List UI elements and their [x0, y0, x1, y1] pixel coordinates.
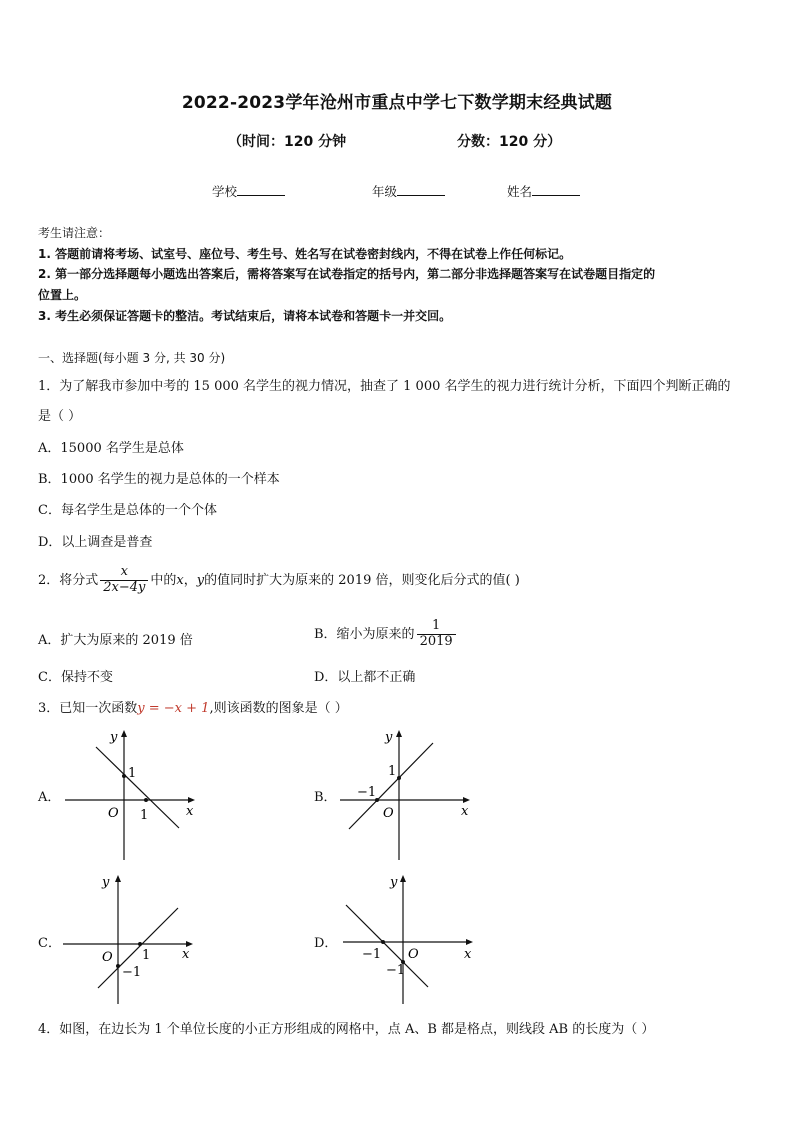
grade-blank [397, 183, 445, 196]
graph-b-x-label: x [461, 804, 469, 819]
q1-option-d: D．以上调查是普查 [38, 535, 153, 550]
graph-a-y-intercept: 1 [128, 766, 137, 781]
q2-option-a: A．扩大为原来的 2019 倍 [38, 633, 193, 648]
q2-var-x: x [176, 572, 184, 588]
q4-stem: 4．如图，在边长为 1 个单位长度的小正方形组成的网格中，点 A、B 都是格点，则线段 AB 的长度为（ ） [38, 1022, 655, 1037]
notice-item-1: 1. 答题前请将考场、试室号、座位号、考生号、姓名写在试卷密封线内，不得在试卷上作任何标记。 [38, 247, 572, 261]
exam-time: （时间：120 分钟 [228, 134, 347, 150]
school-label: 学校 [212, 184, 238, 199]
q3-function: y = −x + 1 [137, 701, 210, 716]
q3-option-b-label: B． [314, 790, 337, 805]
notice-item-3: 3. 考生必须保证答题卡的整洁。考试结束后，请将本试卷和答题卡一并交回。 [38, 309, 452, 323]
q3-graph-d [338, 870, 478, 1010]
q1-option-a: A．15000 名学生是总体 [38, 441, 184, 456]
q2-frac-num: x [100, 565, 148, 581]
q3-graph-b [335, 725, 475, 865]
q2-stem [38, 565, 520, 596]
name-field [507, 182, 580, 200]
name-label: 姓名 [507, 184, 533, 199]
section-heading: 一、选择题(每小题 3 分, 共 30 分) [38, 351, 226, 365]
grade-field [372, 182, 445, 200]
graph-c-origin: O [102, 950, 113, 965]
q2-option-d: D．以上都不正确 [314, 670, 416, 685]
school-blank [237, 183, 285, 196]
q2-comma: ， [183, 572, 197, 588]
q2-option-c: C．保持不变 [38, 670, 113, 685]
q3-option-a-label: A． [38, 790, 61, 805]
q3-stem [38, 697, 348, 716]
q2-stem-mid: 中的 [150, 572, 177, 588]
q1-option-b: B．1000 名学生的视力是总体的一个样本 [38, 472, 280, 487]
q3-graph-c [60, 870, 200, 1010]
graph-a-origin: O [108, 806, 119, 821]
q2-stem-pre: 2．将分式 [38, 572, 99, 588]
graph-a-y-label: y [110, 730, 118, 745]
graph-d-x-label: x [464, 947, 472, 962]
graph-c-y-intercept: −1 [122, 965, 142, 980]
notice-item-2-cont: 位置上。 [38, 288, 87, 302]
graph-d-origin: O [408, 947, 419, 962]
page-title: 2022-2023学年沧州市重点中学七下数学期末经典试题 [181, 93, 613, 113]
graph-c-x-label: x [182, 947, 190, 962]
q3-option-d-label: D． [314, 936, 338, 951]
graph-b-y-label: y [385, 730, 393, 745]
graph-d-y-label: y [390, 875, 398, 890]
graph-b-y-intercept: 1 [388, 764, 397, 779]
q1-stem: 1．为了解我市参加中考的 15 000 名学生的视力情况，抽查了 1 000 名学生的视力进行统计分析，下面四个判断正确的 [38, 379, 731, 394]
q2-frac-den: 2x−4y [103, 579, 146, 595]
graph-a-x-intercept: 1 [140, 808, 149, 823]
q2-option-b-den: 2019 [419, 633, 453, 649]
q2-option-b-fraction [417, 619, 456, 650]
exam-score: 分数：120 分） [457, 134, 562, 150]
q1-option-c: C．每名学生是总体的一个个体 [38, 503, 217, 518]
q1-stem-cont: 是（ ） [38, 409, 82, 424]
graph-c-y-label: y [102, 875, 110, 890]
q3-graph-a [60, 725, 200, 865]
grade-label: 年级 [372, 184, 398, 199]
q3-option-c-label: C． [38, 936, 61, 951]
q3-stem-pre: 3．已知一次函数 [38, 701, 138, 716]
q2-var-y: y [196, 572, 205, 588]
graph-d-x-intercept: −1 [362, 947, 382, 962]
q2-stem-post: 的值同时扩大为原来的 2019 倍，则变化后分式的值( ) [204, 572, 520, 588]
name-blank [532, 183, 580, 196]
graph-c-x-intercept: 1 [142, 948, 151, 963]
graph-d-y-intercept: −1 [386, 963, 406, 978]
notice-heading: 考生请注意： [38, 226, 111, 240]
graph-b-x-intercept: −1 [357, 785, 377, 800]
school-field [212, 182, 285, 200]
q3-stem-post: ,则该函数的图象是（ ） [209, 701, 348, 716]
graph-a-x-label: x [186, 804, 194, 819]
graph-b-origin: O [383, 806, 394, 821]
q2-option-b [314, 619, 458, 650]
q2-fraction [100, 565, 148, 596]
q2-option-b-num: 1 [417, 619, 456, 635]
q2-option-b-text: B．缩小为原来的 [314, 626, 415, 642]
notice-item-2: 2. 第一部分选择题每小题选出答案后，需将答案写在试卷指定的括号内，第二部分非选择题答案写在试卷题目指定的 [38, 267, 656, 281]
